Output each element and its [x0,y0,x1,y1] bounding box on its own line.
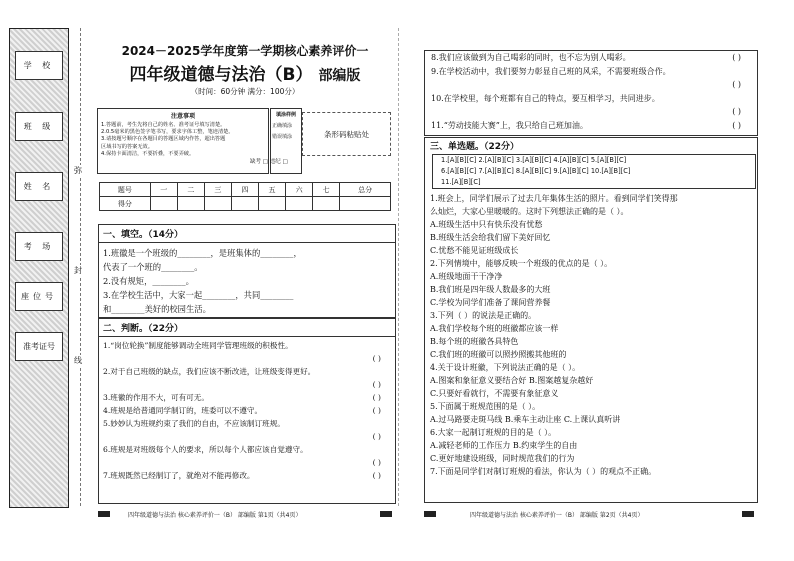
option-text[interactable]: C.忧愁不能见证班级成长 [430,246,519,255]
score-header-cell: 题号 [100,183,151,197]
judge-question-row [431,51,751,65]
answer-card [432,154,756,189]
answer-row[interactable]: 1.[A][B][C] 2.[A][B][C] 3.[A][B][C] 4.[A][B][C] 5.[A][B][C] [441,156,627,164]
judge-question: 4.班规是给普通同学制订的，班委可以不遵守。 [103,406,263,415]
judge-question: 6.班规是对班级每个人的要求，所以每个人都应该自觉遵守。 [103,445,308,454]
option-text[interactable]: B.我们班是四年级人数最多的大班 [430,285,551,294]
score-cell[interactable] [340,197,391,211]
note-line: 区域书写的答案无效。 [101,143,153,150]
note-line: 4.保持卡面清洁，不要折叠，不要弄破。 [101,150,195,157]
registration-mark [98,511,110,517]
question-text: 么灿烂，大家心里暖暖的。这时下列想法正确的是（ ）。 [430,207,629,216]
judge-question: 10.在学校里，每个班都有自己的特点，要互相学习，共同进步。 [431,93,660,103]
judge-question: 2.对于自己班级的缺点，我们应该不断改进，让班级变得更好。 [103,367,316,376]
score-header-cell: 总分 [340,183,391,197]
score-cell[interactable] [286,197,313,211]
option-text[interactable]: A.班级生活中只有快乐没有忧愁 [430,220,543,229]
question-line: 和________美好的校园生活。 [103,304,211,314]
note-line: 3.请按题号顺序在各题目的答题区域内作答，超出答题 [101,136,226,143]
judge-answer-row [99,352,395,365]
note-line: 1.答题前，考生先将自己的姓名、准考证号填写清楚。 [101,122,226,128]
answer-paren[interactable]: ( ) [372,354,381,363]
judge-question: 7.班规既然已经制订了，就绝对不能再修改。 [103,471,255,480]
question-text: 7.下面是同学们对制订班规的看法，你认为（ ）的观点不正确。 [430,467,657,476]
judge-question: 1.“岗位轮换”制度能够调动全班同学管理班级的积极性。 [103,341,293,350]
judge-question-row [99,391,395,404]
admission-number-field: 准考证号 [15,332,63,361]
option-text[interactable]: C.学校为同学们准备了课间营养餐 [430,298,551,307]
judge-question: 3.班徽的作用不大，可有可无。 [103,393,209,402]
score-cell[interactable] [259,197,286,211]
option-text[interactable]: C.我们班的班徽可以照抄照搬其他班的 [430,350,567,359]
answer-paren[interactable]: ( ) [732,107,741,117]
exam-room-field: 考 场 [15,232,63,261]
fill-blank-section [98,224,396,318]
notes-heading: 注意事项 [170,113,195,120]
score-header-cell: 一 [150,183,177,197]
class-field: 班 级 [15,112,63,141]
option-text[interactable]: A.班级地面干干净净 [430,272,503,281]
answer-paren[interactable]: ( ) [372,458,381,467]
judge-question-row [99,404,395,417]
score-table [99,182,391,211]
choice-question-1 [430,192,678,478]
score-cell[interactable] [231,197,258,211]
answer-paren[interactable]: ( ) [732,80,741,90]
judge-question: 11.“劳动技能大赛”上，我只给自己班加油。 [431,120,588,130]
score-header-cell: 五 [259,183,286,197]
fill-example-wrong: 错误填涂 [272,134,293,140]
school-field: 学 校 [15,51,63,80]
judge-question-row [431,119,751,133]
question-line: 2.没有规矩，________。 [103,276,194,286]
question-text: 2.下列情境中，能够反映一个班级的优点的是（ ）。 [430,259,613,268]
judge-answer-row [99,430,395,443]
registration-mark [424,511,436,517]
edition-label: 部编版 [318,68,361,84]
option-text[interactable]: A.减轻老师的工作压力 B.约束学生的自由 [430,441,578,450]
page2-footer: 四年级道德与法治 核心素养评价一（B） 部编版 第2页（共4页） [470,512,644,519]
answer-row[interactable]: 11.[A][B][C] [441,178,481,186]
answer-row[interactable]: 6.[A][B][C] 7.[A][B][C] 8.[A][B][C] 9.[A][B][C] 10.[A][B][C] [441,167,631,175]
score-header-cell: 六 [286,183,313,197]
answer-paren[interactable]: ( ) [372,393,381,402]
barcode-area: 条形码粘贴处 [302,112,391,156]
seal-char-xian: 线 [74,356,82,365]
name-field: 姓 名 [15,172,63,201]
question-text: 6.大家一起制订班规的目的是（ ）。 [430,428,557,437]
answer-paren[interactable]: ( ) [732,53,741,62]
option-text[interactable]: A.我们学校每个班的班徽都应该一样 [430,324,559,333]
answer-paren[interactable]: ( ) [732,120,741,130]
option-text[interactable]: C.只要好看就行，不需要有象征意义 [430,389,559,398]
time-score-line: （时间：60分钟 满分：100分） [190,87,300,96]
score-header-cell: 二 [177,183,204,197]
absent-violation-boxes: 缺考 □ 违纪 □ [250,159,288,165]
judge-section [98,318,396,504]
judge-answer-row [99,456,395,469]
option-text[interactable]: C.更好地建设班级，同时规范我们的行为 [430,454,575,463]
judge-question: 5.妙妙认为班规约束了我们的自由，不应该制订班规。 [103,419,285,428]
judge-answer-row [99,378,395,391]
question-text: 5.下面属于班规范围的是（ ）。 [430,402,541,411]
answer-paren[interactable]: ( ) [372,380,381,389]
registration-mark [380,511,392,517]
judge-answer-row [431,105,751,119]
judge-question: 8.我们应该做到为自己喝彩的同时，也不忘为别人喝彩。 [431,53,631,62]
exam-title: 2024－2025学年度第一学期核心素养评价一 [121,44,369,58]
student-info-sidebar [9,28,69,508]
subject-title [90,60,400,85]
registration-mark [742,511,754,517]
notes-box [97,108,269,174]
judge-continued-box [424,50,758,136]
note-line: 2.0.5毫米的黑色签字笔书写，要求字体工整，笔迹清楚。 [101,129,234,136]
section2-heading: 二、判断。（22分） [99,319,395,337]
fill-example-heading: 填涂样例 [275,112,296,118]
judge-question: 9.在学校活动中，我们要努力彰显自己班的风采，不需要班级合作。 [431,66,671,76]
answer-paren[interactable]: ( ) [372,471,381,480]
fill-example-correct: 正确填涂 [272,123,293,129]
seal-char-feng: 封 [74,266,82,275]
question-line: 1.班徽是一个班级的________，是班集体的________， [103,248,302,258]
score-cell[interactable] [150,197,177,211]
section3-heading: 三、单选题。（22分） [430,142,520,152]
judge-question-row [99,469,395,482]
score-cell[interactable] [177,197,204,211]
question-line: 3.在学校生活中，大家一起________，共同________ [103,290,294,300]
page1-footer: 四年级道德与法治 核心素养评价一（B） 部编版 第1页（共4页） [128,512,302,519]
seat-number-field: 座位号 [15,282,63,311]
option-text[interactable]: B.班级生活会给我们留下美好回忆 [430,233,551,242]
page-divider [398,28,399,506]
score-header-cell: 四 [231,183,258,197]
question-text: 1.班会上，同学们展示了过去几年集体生活的照片。看到同学们笑得那 [430,194,678,203]
question-text: 4.关于设计班徽，下列说法正确的是（ ）。 [430,363,581,372]
answer-paren[interactable]: ( ) [372,406,381,415]
question-line: 代表了一个班的________。 [103,262,203,272]
subject-name: 四年级道德与法治（B） [129,65,313,85]
score-header-cell: 七 [313,183,340,197]
score-row-label: 得分 [100,197,151,211]
seal-char-mi: 弥 [74,166,82,175]
option-text[interactable]: B.每个班的班徽各具特色 [430,337,519,346]
judge-answer-row [431,78,751,92]
score-cell[interactable] [204,197,231,211]
option-text[interactable]: A.过马路要走斑马线 B.乘车主动让座 C.上课认真听讲 [430,415,621,424]
score-cell[interactable] [313,197,340,211]
score-header-cell: 三 [204,183,231,197]
option-text[interactable]: A.图案和象征意义要结合好 B.图案越复杂越好 [430,376,594,385]
question-text: 3.下列（ ）的说法是正确的。 [430,311,537,320]
judge-question-row [431,65,751,79]
section1-heading: 一、填空。（14分） [99,225,395,243]
answer-paren[interactable]: ( ) [372,432,381,441]
